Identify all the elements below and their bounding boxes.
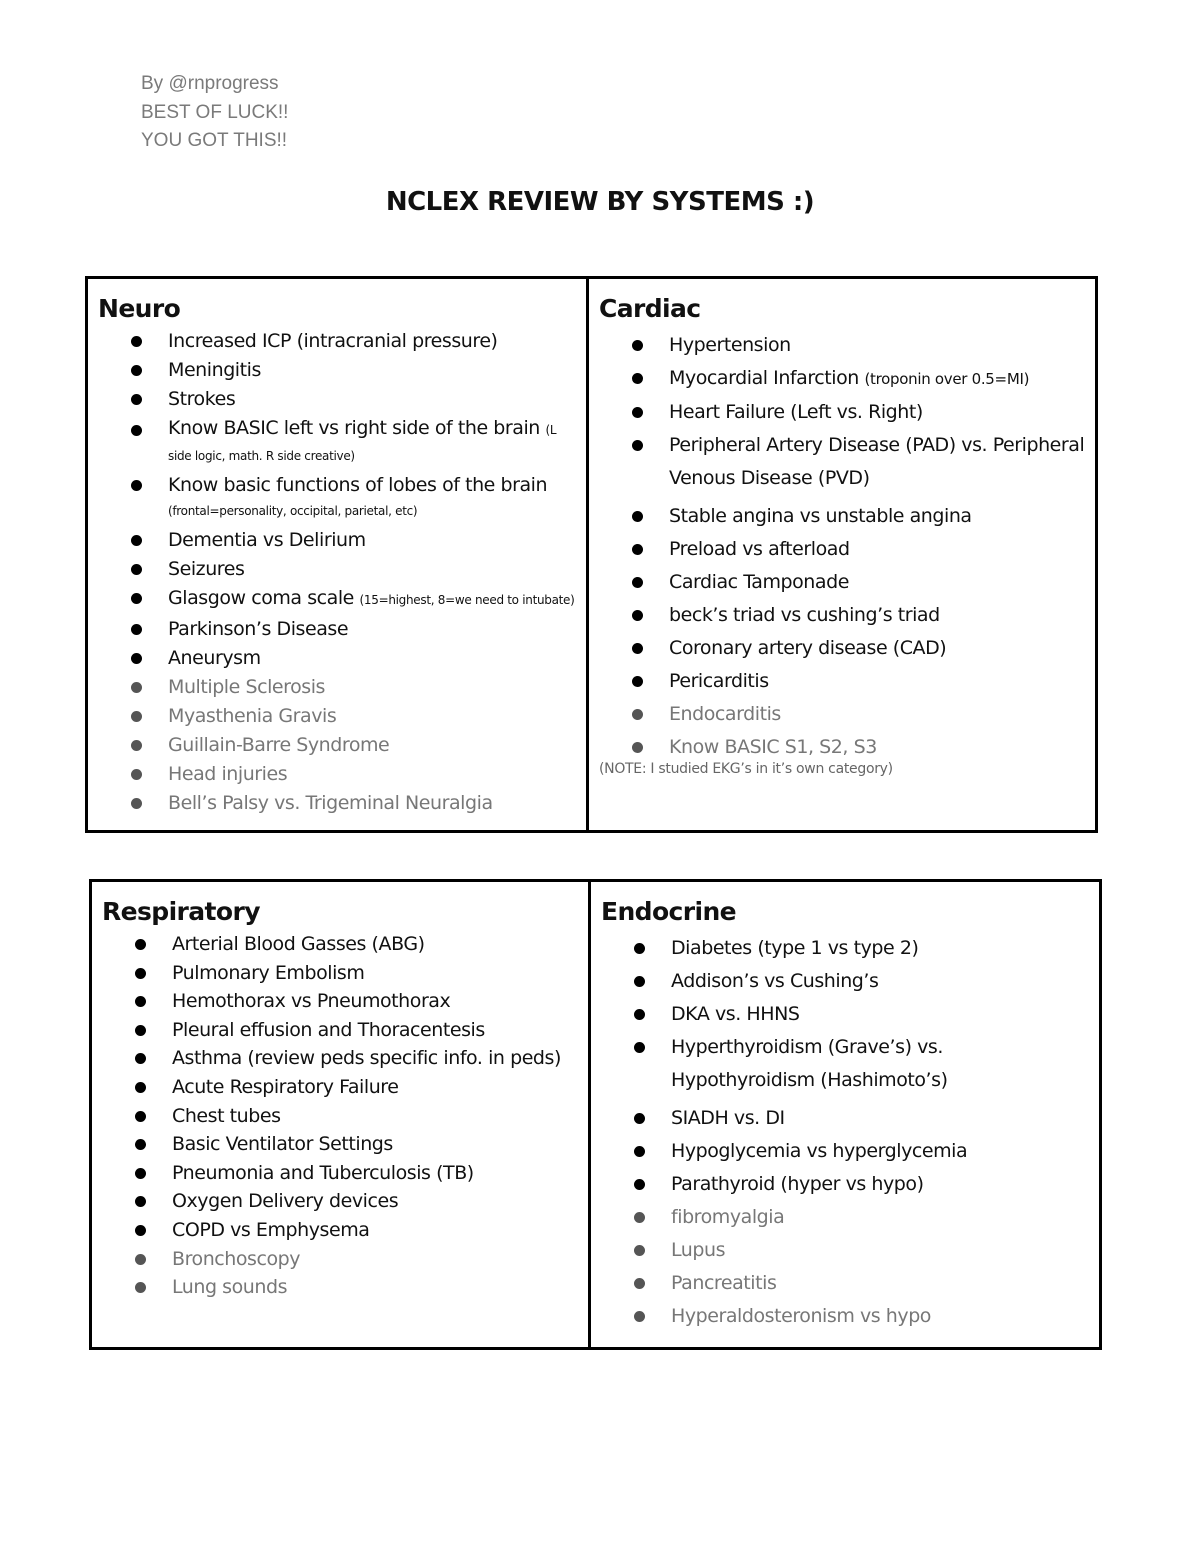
- list-item: Hemothorax vs Pneumothorax: [135, 989, 578, 1013]
- bullet-icon: [135, 968, 146, 979]
- neuro-list: [98, 329, 576, 815]
- bullet-icon: [135, 996, 146, 1007]
- section-heading-neuro: Neuro: [98, 294, 181, 323]
- list-item-note: (L side logic, math. R side creative): [168, 423, 557, 463]
- bullet-icon: [131, 682, 142, 693]
- list-item: Aneurysm: [131, 646, 576, 670]
- bullet-icon: [634, 1212, 645, 1223]
- list-item: Dementia vs Delirium: [131, 528, 576, 552]
- bullet-icon: [632, 577, 643, 588]
- list-item: Glasgow coma scale (15=highest, 8=we need to intubate): [131, 586, 576, 612]
- list-item: Bell’s Palsy vs. Trigeminal Neuralgia: [131, 791, 576, 815]
- bullet-icon: [634, 976, 645, 987]
- bullet-icon: [135, 1254, 146, 1265]
- bullet-icon: [632, 511, 643, 522]
- list-item: Head injuries: [131, 762, 576, 786]
- list-item: fibromyalgia: [634, 1205, 1089, 1229]
- bullet-icon: [634, 1245, 645, 1256]
- list-item: DKA vs. HHNS: [634, 1002, 1089, 1026]
- list-item: Diabetes (type 1 vs type 2): [634, 936, 1089, 960]
- bullet-icon: [131, 653, 142, 664]
- list-item: Pneumonia and Tuberculosis (TB): [135, 1161, 578, 1185]
- list-item: Pleural effusion and Thoracentesis: [135, 1018, 578, 1042]
- bullet-icon: [634, 1042, 645, 1053]
- bullet-icon: [131, 425, 142, 436]
- bullet-icon: [131, 624, 142, 635]
- respiratory-list: [102, 932, 578, 1299]
- list-item: Know BASIC left vs right side of the brain (L side logic, math. R side creative): [131, 416, 576, 468]
- list-item-note: (frontal=personality, occipital, parietal, etc): [168, 504, 418, 518]
- list-item: Addison’s vs Cushing’s: [634, 969, 1089, 993]
- list-item: Oxygen Delivery devices: [135, 1189, 578, 1213]
- bullet-icon: [632, 676, 643, 687]
- byline-good-luck: BEST OF LUCK!!: [141, 101, 289, 123]
- bullet-icon: [131, 564, 142, 575]
- bullet-icon: [131, 711, 142, 722]
- list-item: Acute Respiratory Failure: [135, 1075, 578, 1099]
- bullet-icon: [131, 798, 142, 809]
- endocrine-list: [601, 936, 1089, 1328]
- bullet-icon: [632, 610, 643, 621]
- list-item: Bronchoscopy: [135, 1247, 578, 1271]
- cell-respiratory: [91, 881, 590, 1349]
- bullet-icon: [632, 643, 643, 654]
- list-item: Hyperthyroidism (Grave’s) vs. Hypothyroidism (Hashimoto’s): [634, 1031, 1089, 1097]
- bullet-icon: [135, 1139, 146, 1150]
- section-heading-respiratory: Respiratory: [102, 897, 260, 926]
- bullet-icon: [632, 440, 643, 451]
- bullet-icon: [131, 535, 142, 546]
- cell-neuro: [87, 278, 588, 832]
- list-item: Parkinson’s Disease: [131, 617, 576, 641]
- list-item: Heart Failure (Left vs. Right): [632, 400, 1085, 424]
- bullet-icon: [135, 1082, 146, 1093]
- bullet-icon: [131, 593, 142, 604]
- bullet-icon: [135, 1282, 146, 1293]
- bullet-icon: [634, 1278, 645, 1289]
- list-item: Pulmonary Embolism: [135, 961, 578, 985]
- bullet-icon: [131, 480, 142, 491]
- list-item: Seizures: [131, 557, 576, 581]
- bullet-icon: [131, 365, 142, 376]
- list-item: Coronary artery disease (CAD): [632, 636, 1085, 660]
- cardiac-footnote: (NOTE: I studied EKG’s in it’s own category): [599, 761, 893, 777]
- bullet-icon: [632, 407, 643, 418]
- list-item: beck’s triad vs cushing’s triad: [632, 603, 1085, 627]
- list-item: Chest tubes: [135, 1104, 578, 1128]
- list-item: Hypoglycemia vs hyperglycemia: [634, 1139, 1089, 1163]
- list-item: Meningitis: [131, 358, 576, 382]
- bullet-icon: [634, 1113, 645, 1124]
- bullet-icon: [135, 1225, 146, 1236]
- section-heading-endocrine: Endocrine: [601, 897, 737, 926]
- bullet-icon: [634, 1009, 645, 1020]
- list-item: Guillain-Barre Syndrome: [131, 733, 576, 757]
- bullet-icon: [634, 1311, 645, 1322]
- byline-you-got-this: YOU GOT THIS!!: [141, 130, 288, 151]
- list-item-note: (15=highest, 8=we need to intubate): [359, 593, 575, 607]
- bullet-icon: [135, 1196, 146, 1207]
- list-item: Hypertension: [632, 333, 1085, 357]
- byline: [141, 70, 288, 156]
- cardiac-list: [599, 333, 1085, 759]
- cell-endocrine: [590, 881, 1101, 1349]
- list-item: Hyperaldosteronism vs hypo: [634, 1304, 1089, 1328]
- list-item-note: (troponin over 0.5=MI): [864, 370, 1030, 388]
- list-item: COPD vs Emphysema: [135, 1218, 578, 1242]
- list-item: Stable angina vs unstable angina: [632, 504, 1085, 528]
- bullet-icon: [131, 769, 142, 780]
- list-item: Multiple Sclerosis: [131, 675, 576, 699]
- bullet-icon: [135, 1025, 146, 1036]
- list-item: Myocardial Infarction (troponin over 0.5=MI): [632, 366, 1085, 391]
- bullet-icon: [634, 1179, 645, 1190]
- bullet-icon: [632, 340, 643, 351]
- list-item: Know BASIC S1, S2, S3: [632, 735, 1085, 759]
- cell-cardiac: [588, 278, 1097, 832]
- list-item: Pancreatitis: [634, 1271, 1089, 1295]
- list-item: Pericarditis: [632, 669, 1085, 693]
- bullet-icon: [632, 373, 643, 384]
- bullet-icon: [131, 336, 142, 347]
- list-item: Asthma (review peds specific info. in peds): [135, 1046, 578, 1070]
- table-respiratory-endocrine: [89, 879, 1102, 1350]
- byline-author: By @rnprogress: [141, 73, 279, 94]
- bullet-icon: [632, 709, 643, 720]
- bullet-icon: [135, 1111, 146, 1122]
- bullet-icon: [135, 1053, 146, 1064]
- bullet-icon: [632, 544, 643, 555]
- section-heading-cardiac: Cardiac: [599, 294, 701, 323]
- list-item: Strokes: [131, 387, 576, 411]
- list-item: Basic Ventilator Settings: [135, 1132, 578, 1156]
- bullet-icon: [634, 1146, 645, 1157]
- page-title: NCLEX REVIEW BY SYSTEMS :): [385, 187, 815, 217]
- list-item: Know basic functions of lobes of the brain (frontal=personality, occipital, parietal, etc): [131, 473, 576, 523]
- bullet-icon: [632, 742, 643, 753]
- bullet-icon: [634, 943, 645, 954]
- list-item: Lupus: [634, 1238, 1089, 1262]
- list-item: Parathyroid (hyper vs hypo): [634, 1172, 1089, 1196]
- list-item: Cardiac Tamponade: [632, 570, 1085, 594]
- list-item: Peripheral Artery Disease (PAD) vs. Peripheral Venous Disease (PVD): [632, 429, 1085, 495]
- bullet-icon: [135, 939, 146, 950]
- bullet-icon: [131, 740, 142, 751]
- list-item: SIADH vs. DI: [634, 1106, 1089, 1130]
- list-item: Preload vs afterload: [632, 537, 1085, 561]
- list-item: Lung sounds: [135, 1275, 578, 1299]
- bullet-icon: [135, 1168, 146, 1179]
- list-item: Arterial Blood Gasses (ABG): [135, 932, 578, 956]
- bullet-icon: [131, 394, 142, 405]
- list-item: Increased ICP (intracranial pressure): [131, 329, 576, 353]
- table-neuro-cardiac: [85, 276, 1098, 833]
- list-item: Myasthenia Gravis: [131, 704, 576, 728]
- list-item: Endocarditis: [632, 702, 1085, 726]
